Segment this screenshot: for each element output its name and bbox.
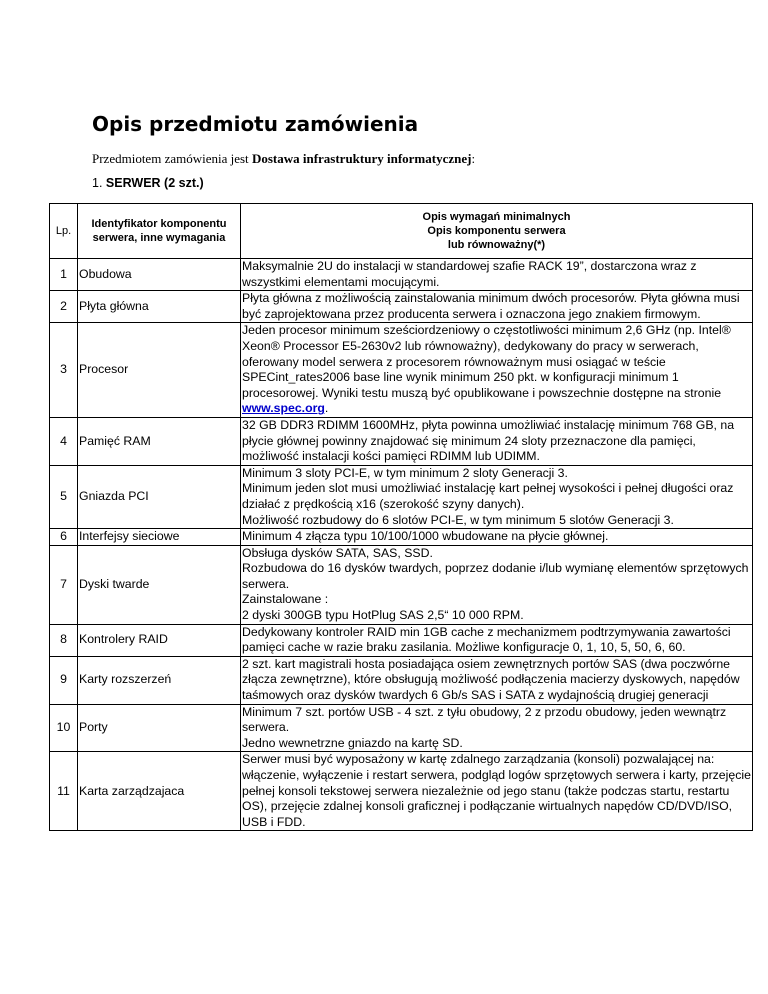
component-name: Gniazda PCI — [78, 465, 241, 528]
row-number: 9 — [50, 656, 78, 704]
table-row — [50, 417, 753, 465]
intro-suffix: : — [471, 151, 476, 166]
table-header-row — [50, 204, 753, 259]
table-row — [50, 529, 753, 546]
component-description — [241, 291, 753, 323]
description-line: Jedno wewnetrzne gniazdo na kartę SD. — [242, 735, 463, 750]
component-description — [241, 417, 753, 465]
row-number: 1 — [50, 259, 78, 291]
row-number: 3 — [50, 323, 78, 418]
component-name: Dyski twarde — [78, 545, 241, 624]
component-description — [241, 323, 753, 418]
section-label: SERWER (2 szt.) — [105, 176, 204, 190]
component-description — [241, 259, 753, 291]
row-number: 10 — [50, 704, 78, 752]
component-description — [241, 624, 753, 656]
component-name: Karta zarządzajaca — [78, 752, 241, 831]
row-number: 11 — [50, 752, 78, 831]
component-name: Interfejsy sieciowe — [78, 529, 241, 546]
table-row — [50, 752, 753, 831]
intro-text — [92, 151, 475, 167]
component-description — [241, 752, 753, 831]
header-component: Identyfikator komponentu serwera, inne wymagania — [78, 204, 241, 259]
description-line: Możliwość rozbudowy do 6 slotów PCI-E, w tym minimum 5 slotów Generacji 3. — [242, 512, 674, 527]
header-description — [241, 204, 753, 259]
section-heading — [92, 176, 204, 190]
component-name: Karty rozszerzeń — [78, 656, 241, 704]
description-line: Zainstalowane : — [242, 592, 329, 607]
component-name: Kontrolery RAID — [78, 624, 241, 656]
row-number: 4 — [50, 417, 78, 465]
row-number: 2 — [50, 291, 78, 323]
table-row — [50, 545, 753, 624]
table-row — [50, 323, 753, 418]
description-line: Minimum jeden slot musi umożliwiać instalację kart pełnej wysokości i pełnej długości oraz działać z prędkością x16 (szerokość szyny danych). — [242, 481, 734, 511]
intro-prefix: Przedmiotem zamówienia jest — [92, 151, 252, 166]
component-description — [241, 656, 753, 704]
description-line: Serwer musi być wyposażony w kartę zdalnego zarządzania (konsoli) pozwalającej na: włączenie, wyłączenie i restart serwera, podgląd logów sprzętowych serwera i karty, przejęcie pełnej konsoli tekstowej serwera niezależnie od jego stanu (także podczas startu, restartu OS), przejęcie zdalnej konsoli graficznej i podłączanie wirtualnych napędów CD/DVD/ISO, USB i FDD. — [242, 752, 751, 829]
page-title: Opis przedmiotu zamówienia — [92, 112, 419, 136]
row-number: 8 — [50, 624, 78, 656]
component-description — [241, 704, 753, 752]
component-description — [241, 465, 753, 528]
component-description — [241, 529, 753, 546]
description-line: 2 dyski 300GB typu HotPlug SAS 2,5“ 10 000 RPM. — [242, 608, 524, 623]
intro-subject: Dostawa infrastruktury informatycznej — [251, 151, 472, 166]
description-line: 2 szt. kart magistrali hosta posiadająca osiem zewnętrznych portów SAS (dwa poczwórne złącza zewnętrzne), które obsługują możliwość podłączenia macierzy dyskowych, napędów taśmowych oraz dysków twardych 6 Gb/s SAS i SATA z wydajnością drugiej generacji — [242, 656, 740, 703]
table-row — [50, 624, 753, 656]
header-desc-line: Opis komponentu serwera — [427, 225, 566, 237]
description-line: Minimum 4 złącza typu 10/100/1000 wbudowane na płycie głównej. — [242, 529, 609, 544]
description-line: Rozbudowa do 16 dysków twardych, poprzez dodanie i/lub wymianę elementów sprzętowych serwera. — [242, 561, 749, 591]
description-line: Dedykowany kontroler RAID min 1GB cache z mechanizmem podtrzymywania zawartości pamięci cache w razie braku zasilania. Możliwe konfiguracje 0, 1, 10, 5, 50, 6, 60. — [242, 624, 731, 655]
header-desc-line: lub równoważny(*) — [447, 239, 546, 251]
component-name: Procesor — [78, 323, 241, 418]
description-line: Maksymalnie 2U do instalacji w standardowej szafie RACK 19”, dostarczona wraz z wszystkimi elementami mocującymi. — [242, 259, 697, 289]
description-line: 32 GB DDR3 RDIMM 1600MHz, płyta powinna umożliwiać instalację minimum 768 GB, na płycie głównej powinny znajdować się minimum 24 sloty przeznaczone dla pamięci, możliwość instalacji kości pamięci RDIMM lub UDIMM. — [242, 417, 735, 464]
description-end: . — [324, 401, 329, 416]
description-line: Obsługa dysków SATA, SAS, SSD. — [242, 545, 433, 560]
requirements-table — [49, 203, 753, 831]
description-line: Minimum 7 szt. portów USB - 4 szt. z tyłu obudowy, 2 z przodu obudowy, jeden wewnątrz serwera. — [242, 704, 727, 735]
row-number: 6 — [50, 529, 78, 546]
spec-org-link[interactable]: www.spec.org — [242, 401, 325, 416]
table-row — [50, 465, 753, 528]
row-number: 7 — [50, 545, 78, 624]
component-description — [241, 545, 753, 624]
description-line: Jeden procesor minimum sześciordzeniowy o częstotliwości minimum 2,6 GHz (np. Intel® Xeon® Processor E5-2630v2 lub równoważny), dedykowany do pracy w serwerach, oferowany model serwera z procesorem równoważnym musi osiągać w teście SPECint_rates2006 base line wynik minimum 250 pkt. w konfiguracji minimum 1 procesorowej. Wyniki testu muszą być opublikowane i powszechnie dostępne na stronie — [242, 323, 731, 400]
header-desc-line: Opis wymagań minimalnych — [422, 211, 571, 223]
component-name: Obudowa — [78, 259, 241, 291]
description-line: Minimum 3 sloty PCI-E, w tym minimum 2 sloty Generacji 3. — [242, 465, 568, 480]
table-row — [50, 704, 753, 752]
header-lp: Lp. — [50, 204, 78, 259]
section-number: 1. — [92, 176, 103, 190]
table-body — [50, 259, 753, 831]
description-line: Płyta główna z możliwością zainstalowania minimum dwóch procesorów. Płyta główna musi być zaprojektowana przez producenta serwera i oznaczona jego znakiem firmowym. — [242, 291, 740, 321]
table-row — [50, 291, 753, 323]
component-name: Płyta główna — [78, 291, 241, 323]
row-number: 5 — [50, 465, 78, 528]
component-name: Porty — [78, 704, 241, 752]
table-row — [50, 259, 753, 291]
table-row — [50, 656, 753, 704]
component-name: Pamięć RAM — [78, 417, 241, 465]
